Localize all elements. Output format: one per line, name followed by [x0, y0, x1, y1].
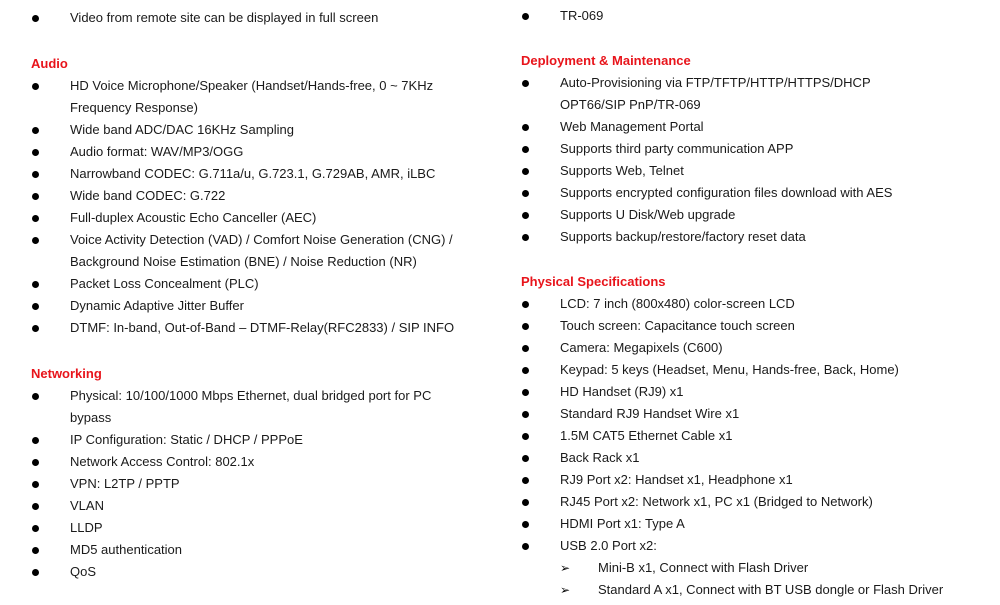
- sub-list-item-text: Mini-B x1, Connect with Flash Driver: [598, 560, 809, 575]
- list-item: [0, 141, 500, 163]
- list-item-text: Supports encrypted configuration files download with AES: [560, 185, 893, 200]
- list-item-text: Web Management Portal: [560, 119, 704, 134]
- audio-section: [0, 53, 500, 339]
- bullet-icon: [32, 215, 39, 222]
- networking-heading: Networking: [31, 366, 102, 381]
- bullet-icon: [32, 547, 39, 554]
- bullet-icon: [522, 168, 529, 175]
- list-item-text: Audio format: WAV/MP3/OGG: [70, 144, 244, 159]
- deployment-section: [490, 50, 1000, 248]
- deployment-heading: Deployment & Maintenance: [521, 53, 691, 68]
- bullet-icon: [522, 124, 529, 131]
- list-item: [490, 204, 1000, 226]
- bullet-icon: [522, 477, 529, 484]
- arrow-bullet-icon: ➢: [560, 561, 571, 575]
- left-column: [0, 0, 500, 579]
- bullet-icon: [32, 149, 39, 156]
- list-item-text: Voice Activity Detection (VAD) / Comfort Noise Generation (CNG) / Background Noise Estimation (BNE) / Noise Reduction (NR): [70, 232, 453, 269]
- list-item: [490, 116, 1000, 138]
- bullet-icon: [32, 481, 39, 488]
- list-item: [0, 429, 500, 451]
- list-item: [490, 447, 1000, 469]
- list-item: [0, 317, 500, 339]
- list-item-text: HD Handset (RJ9) x1: [560, 384, 684, 399]
- list-item-text: LCD: 7 inch (800x480) color-screen LCD: [560, 296, 795, 311]
- deployment-list: [490, 72, 1000, 248]
- bullet-icon: [32, 393, 39, 400]
- list-item-text: Physical: 10/100/1000 Mbps Ethernet, dual bridged port for PC bypass: [70, 388, 432, 425]
- bullet-icon: [32, 83, 39, 90]
- sub-list-item: [490, 557, 1000, 579]
- list-item: [490, 5, 1000, 27]
- bullet-icon: [32, 503, 39, 510]
- list-item-text: Touch screen: Capacitance touch screen: [560, 318, 795, 333]
- list-item: [0, 539, 500, 561]
- physical-list: [490, 293, 1000, 557]
- list-item-text: Wide band ADC/DAC 16KHz Sampling: [70, 122, 294, 137]
- list-item-text: TR-069: [560, 8, 604, 23]
- list-item: [0, 473, 500, 495]
- list-item-text: HD Voice Microphone/Speaker (Handset/Hands-free, 0 ~ 7KHz Frequency Response): [70, 78, 434, 115]
- list-item-text: RJ9 Port x2: Handset x1, Headphone x1: [560, 472, 793, 487]
- list-item: [0, 451, 500, 473]
- physical-section: [490, 271, 1000, 601]
- list-item: [0, 163, 500, 185]
- sub-list-item: [490, 579, 1000, 601]
- bullet-icon: [522, 301, 529, 308]
- bullet-icon: [522, 212, 529, 219]
- sub-list-item-text: Standard A x1, Connect with BT USB dongle or Flash Driver: [598, 582, 944, 597]
- list-item-text: Packet Loss Concealment (PLC): [70, 276, 259, 291]
- list-item-text: Supports U Disk/Web upgrade: [560, 207, 736, 222]
- list-item: [490, 160, 1000, 182]
- audio-list: [0, 75, 500, 339]
- bullet-icon: [32, 127, 39, 134]
- list-item: [0, 517, 500, 539]
- list-item-text: Video from remote site can be displayed in full screen: [70, 10, 379, 25]
- list-item-text: USB 2.0 Port x2:: [560, 538, 657, 553]
- list-item-text: Dynamic Adaptive Jitter Buffer: [70, 298, 244, 313]
- physical-sublist: [490, 557, 1000, 601]
- list-item: [490, 491, 1000, 513]
- list-item-text: Auto-Provisioning via FTP/TFTP/HTTP/HTTPS/DHCP OPT66/SIP PnP/TR-069: [560, 75, 871, 112]
- bullet-icon: [522, 80, 529, 87]
- list-item: [490, 535, 1000, 557]
- list-item-text: VPN: L2TP / PPTP: [70, 476, 180, 491]
- bullet-icon: [522, 411, 529, 418]
- networking-list: [0, 385, 500, 583]
- list-item-text: Keypad: 5 keys (Headset, Menu, Hands-free, Back, Home): [560, 362, 899, 377]
- bullet-icon: [32, 437, 39, 444]
- bullet-icon: [32, 237, 39, 244]
- list-item: [0, 295, 500, 317]
- list-item: [490, 182, 1000, 204]
- list-item: [490, 293, 1000, 315]
- list-item-text: HDMI Port x1: Type A: [560, 516, 685, 531]
- list-item-text: QoS: [70, 564, 97, 579]
- list-item: [490, 513, 1000, 535]
- list-item: [0, 207, 500, 229]
- list-item: [490, 337, 1000, 359]
- bullet-icon: [32, 171, 39, 178]
- list-item: [0, 495, 500, 517]
- list-item-text: Standard RJ9 Handset Wire x1: [560, 406, 740, 421]
- list-item-text: Camera: Megapixels (C600): [560, 340, 723, 355]
- list-item-text: Supports third party communication APP: [560, 141, 794, 156]
- list-item-text: IP Configuration: Static / DHCP / PPPoE: [70, 432, 303, 447]
- list-item-text: Back Rack x1: [560, 450, 640, 465]
- list-item: [490, 359, 1000, 381]
- list-item: [0, 561, 500, 583]
- bullet-icon: [32, 303, 39, 310]
- bullet-icon: [522, 367, 529, 374]
- bullet-icon: [522, 433, 529, 440]
- right-column: [490, 0, 1000, 597]
- list-item: [0, 119, 500, 141]
- list-item: [490, 425, 1000, 447]
- list-item-text: LLDP: [70, 520, 103, 535]
- physical-heading: Physical Specifications: [521, 274, 666, 289]
- list-item-text: VLAN: [70, 498, 104, 513]
- list-item: [490, 403, 1000, 425]
- list-item-text: MD5 authentication: [70, 542, 183, 557]
- bullet-icon: [522, 190, 529, 197]
- list-item-text: Supports Web, Telnet: [560, 163, 684, 178]
- list-item: [0, 273, 500, 295]
- bullet-icon: [522, 521, 529, 528]
- bullet-icon: [32, 569, 39, 576]
- list-item-text: DTMF: In-band, Out-of-Band – DTMF-Relay(RFC2833) / SIP INFO: [70, 320, 455, 335]
- list-item-text: RJ45 Port x2: Network x1, PC x1 (Bridged to Network): [560, 494, 873, 509]
- bullet-icon: [522, 455, 529, 462]
- bullet-icon: [522, 345, 529, 352]
- list-item: [490, 72, 1000, 116]
- list-item-text: 1.5M CAT5 Ethernet Cable x1: [560, 428, 733, 443]
- list-item: [490, 381, 1000, 403]
- bullet-icon: [32, 15, 39, 22]
- audio-heading: Audio: [31, 56, 68, 71]
- list-item: [0, 229, 500, 273]
- bullet-icon: [522, 323, 529, 330]
- list-item-text: Narrowband CODEC: G.711a/u, G.723.1, G.729AB, AMR, iLBC: [70, 166, 436, 181]
- list-item-text: Full-duplex Acoustic Echo Canceller (AEC): [70, 210, 317, 225]
- bullet-icon: [32, 281, 39, 288]
- arrow-bullet-icon: ➢: [560, 583, 571, 597]
- bullet-icon: [522, 13, 529, 20]
- list-item: [0, 385, 500, 429]
- list-item-text: Network Access Control: 802.1x: [70, 454, 255, 469]
- bullet-icon: [32, 459, 39, 466]
- list-item: [0, 75, 500, 119]
- bullet-icon: [32, 193, 39, 200]
- bullet-icon: [522, 146, 529, 153]
- list-item: [0, 185, 500, 207]
- list-item: [490, 138, 1000, 160]
- bullet-icon: [32, 325, 39, 332]
- bullet-icon: [522, 543, 529, 550]
- bullet-icon: [522, 389, 529, 396]
- bullet-icon: [522, 499, 529, 506]
- bullet-icon: [522, 234, 529, 241]
- list-item: [490, 315, 1000, 337]
- list-item-text: Wide band CODEC: G.722: [70, 188, 226, 203]
- bullet-icon: [32, 525, 39, 532]
- list-item: [0, 7, 500, 29]
- list-item-text: Supports backup/restore/factory reset data: [560, 229, 806, 244]
- list-item: [490, 226, 1000, 248]
- list-item: [490, 469, 1000, 491]
- networking-section: [0, 363, 500, 583]
